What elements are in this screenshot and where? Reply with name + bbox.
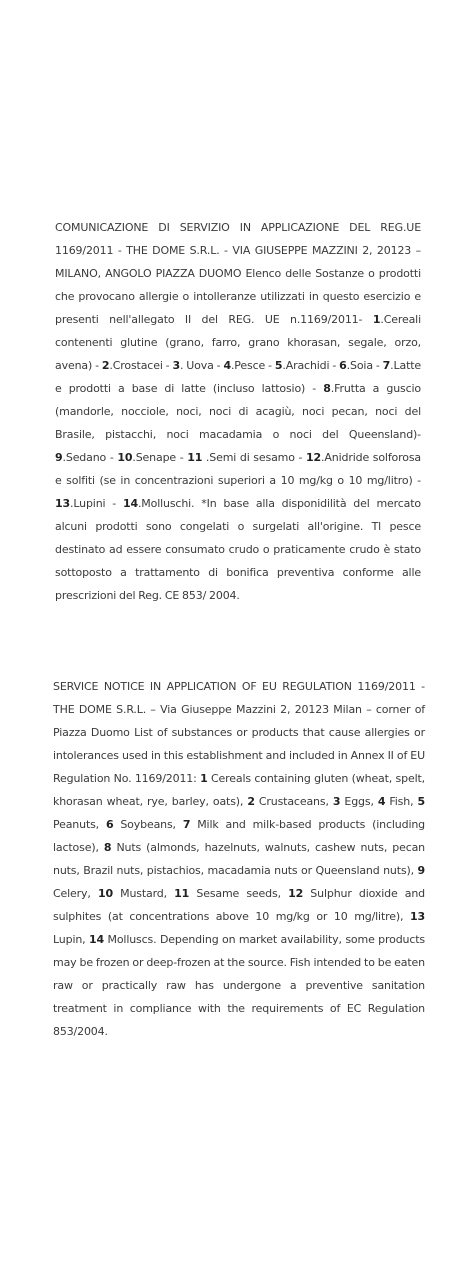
allergen-number: 13 <box>409 910 425 923</box>
allergen-item <box>55 451 117 464</box>
allergen-text: Cereals containing gluten (wheat, spelt, khorasan wheat, rye, barley, oats), <box>53 772 425 808</box>
allergen-text: .Crostacei - <box>109 359 173 372</box>
allergen-text: Celery, <box>53 887 98 900</box>
allergen-number: 12 <box>288 887 304 900</box>
allergen-item <box>339 359 383 372</box>
allergen-number: 3 <box>332 795 341 808</box>
allergen-number: 4 <box>223 359 231 372</box>
allergen-item <box>378 795 418 808</box>
allergen-number: 6 <box>105 818 114 831</box>
allergen-number: 10 <box>117 451 133 464</box>
allergen-number: 2 <box>101 359 110 372</box>
allergen-number: 14 <box>89 933 105 946</box>
allergen-item <box>223 359 274 372</box>
allergen-text: .Soia - <box>346 359 383 372</box>
allergen-text: Peanuts, <box>53 818 106 831</box>
allergen-text: .Molluschi. <box>137 497 202 510</box>
allergen-item <box>333 795 378 808</box>
allergen-text: Molluscs. <box>104 933 160 946</box>
allergen-text: Milk and milk-based products (including lactose), <box>53 818 426 854</box>
allergen-text: Nuts (almonds, hazelnuts, walnuts, cashew nuts, pecan nuts, Brazil nuts, pistachios, macadamia nuts or Queensland nuts), <box>53 841 425 877</box>
allergen-text: .Frutta a guscio (mandorle, nocciole, noci, noci di acagiù, noci pecan, noci del Brasile, pistacchi, noci macadamia o noci del Queensland)- <box>55 382 421 441</box>
allergen-item <box>187 451 306 464</box>
allergen-text: .Latte e prodotti a base di latte (incluso lattosio) - <box>55 359 422 395</box>
allergen-number: 8 <box>323 382 331 395</box>
allergen-number: 13 <box>55 497 71 510</box>
allergen-number: 7 <box>182 818 191 831</box>
italian-notice-heading: COMUNICAZIONE DI SERVIZIO IN APPLICAZIONE DEL REG.UE 1169/2011 - THE DOME S.R.L. - VIA GIUSEPPE MAZZINI 2, 20123 – MILANO, ANGOLO PIAZZA DUOMO <box>55 221 421 280</box>
italian-notice-footer: *In base alla disponidilità del mercato alcuni prodotti sono congelati o surgelati all'origine. Tl pesce destinato ad essere consumato crudo o praticamente crudo è stato sottoposto a trattamento di bonifica preventiva conforme alle prescrizioni del Reg. CE 853/ 2004. <box>55 497 421 602</box>
allergen-item <box>106 818 183 831</box>
allergen-text: Eggs, <box>340 795 378 808</box>
allergen-text: Soybeans, <box>113 818 183 831</box>
allergen-item <box>172 359 223 372</box>
english-notice-footer: Depending on market availability, some products may be frozen or deep-frozen at the source. Fish intended to be eaten raw or practically raw has undergone a preventive sanitation treatment in compliance with the requirements of EC Regulation 853/2004. <box>53 933 426 1038</box>
allergen-number: 5 <box>274 359 283 372</box>
italian-notice-intro: Elenco delle Sostanze o prodotti che provocano allergie o intolleranze utilizzati in questo esercizio e presenti nell'allegato II del REG. UE n.1169/2011- <box>55 267 421 326</box>
allergen-number: 12 <box>306 451 322 464</box>
allergen-item <box>53 841 425 877</box>
allergen-number: 11 <box>174 887 190 900</box>
allergen-item <box>123 497 201 510</box>
allergen-number: 11 <box>187 451 203 464</box>
allergen-text: Sulphur dioxide and sulphites (at concentrations above 10 mg/kg or 10 mg/litre), <box>53 887 426 923</box>
allergen-item <box>117 451 187 464</box>
allergen-number: 1 <box>372 313 381 326</box>
allergen-number: 8 <box>103 841 112 854</box>
english-allergen-notice <box>53 675 425 1043</box>
allergen-item <box>89 933 160 946</box>
english-notice-heading: SERVICE NOTICE IN APPLICATION OF EU REGULATION 1169/2011 - THE DOME S.R.L. – Via Giuseppe Mazzini 2, 20123 Milan – corner of Piazza Duomo <box>53 680 425 739</box>
allergen-item <box>98 887 174 900</box>
allergen-number: 5 <box>417 795 425 808</box>
allergen-item <box>174 887 288 900</box>
allergen-text: Sesame seeds, <box>189 887 289 900</box>
allergen-text: .Pesce - <box>230 359 275 372</box>
allergen-text: .Arachidi - <box>282 359 340 372</box>
allergen-number: 2 <box>247 795 255 808</box>
allergen-number: 10 <box>97 887 113 900</box>
allergen-text: Crustaceans, <box>254 795 333 808</box>
allergen-number: 1 <box>200 772 208 785</box>
allergen-text: Mustard, <box>112 887 175 900</box>
allergen-text: .Cereali contenenti glutine (grano, farro, grano khorasan, segale, orzo, avena) - <box>55 313 421 372</box>
allergen-text: .Semi di sesamo - <box>202 451 307 464</box>
allergen-item <box>247 795 333 808</box>
italian-allergen-notice <box>55 216 421 607</box>
allergen-text: .Senape - <box>132 451 188 464</box>
english-notice-intro: List of substances or products that cause allergies or intolerances used in this establishment and included in Annex II of EU Regulation No. 1169/2011: <box>53 726 425 785</box>
allergen-number: 9 <box>55 451 63 464</box>
allergen-text: . Uova - <box>179 359 224 372</box>
italian-allergen-list <box>55 313 421 510</box>
allergen-number: 3 <box>172 359 180 372</box>
allergen-text: .Lupini - <box>70 497 123 510</box>
allergen-text: Fish, <box>385 795 418 808</box>
allergen-text: Lupin, <box>53 933 89 946</box>
allergen-number: 9 <box>417 864 425 877</box>
allergen-item <box>102 359 173 372</box>
allergen-item <box>55 497 123 510</box>
allergen-item <box>275 359 339 372</box>
allergen-number: 14 <box>122 497 138 510</box>
allergen-text: .Anidride solforosa e solfiti (se in concentrazioni superiori a 10 mg/kg o 10 mg/litro) - <box>55 451 421 487</box>
allergen-number: 7 <box>382 359 391 372</box>
allergen-text: .Sedano - <box>62 451 118 464</box>
english-allergen-list <box>53 772 425 946</box>
allergen-number: 4 <box>377 795 386 808</box>
allergen-number: 6 <box>339 359 347 372</box>
